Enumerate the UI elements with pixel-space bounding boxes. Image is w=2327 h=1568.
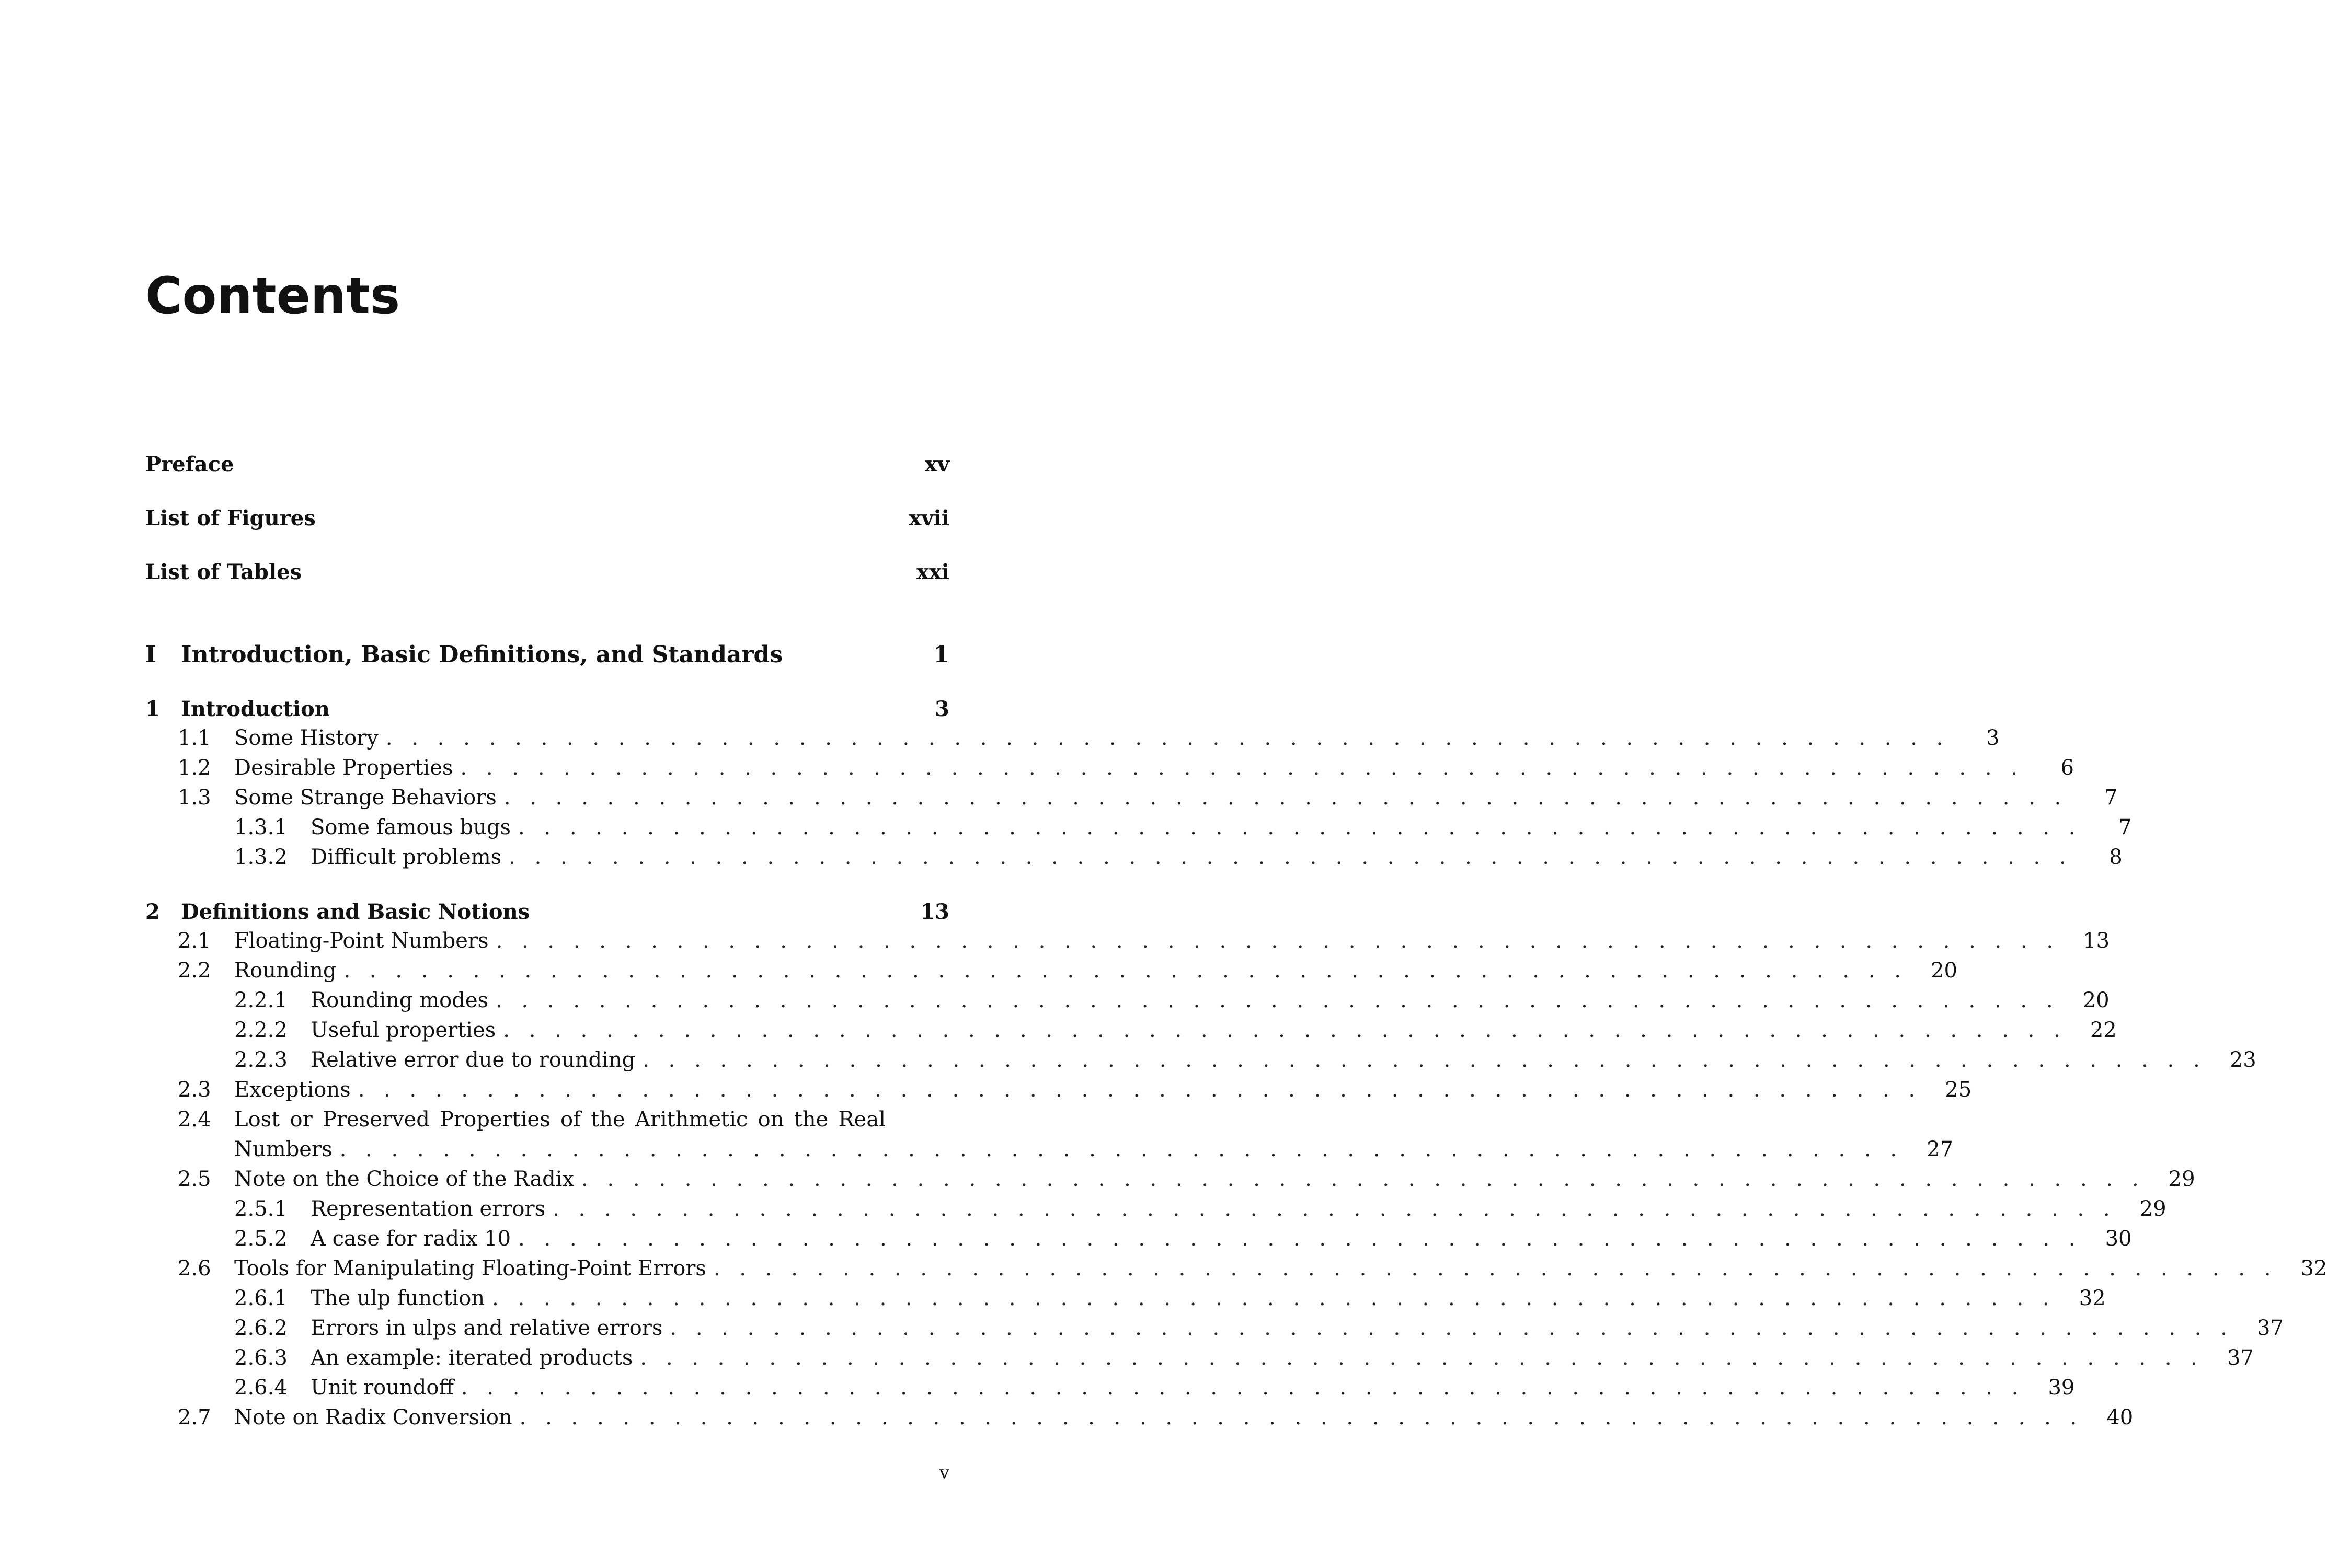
toc-part-1[interactable] [145,639,949,670]
toc-entry-2-2-3[interactable] [234,1045,2256,1075]
entry-number: 2.6 [178,1256,211,1281]
entry-title: Some Strange Behaviors [234,786,497,810]
entry-number: 2.4 [178,1108,211,1132]
dot-leaders: . . . . . . . . . . . . . . . . . . . . . . . . . . . . . . . . . . . . . . . . . . . . . . . . . . . . . . . . . . . . . [358,1078,1922,1102]
dot-leaders: . . . . . . . . . . . . . . . . . . . . . . . . . . . . . . . . . . . . . . . . . . . . . . . . . . . . . . . . . . . . . [553,1197,2116,1221]
entry-number: 2.6.3 [234,1346,288,1370]
entry-number: 2.1 [178,929,211,953]
entry-number: 2.2.2 [234,1018,288,1042]
entry-title-line2: Numbers [234,1137,333,1161]
page-number: v [939,1462,949,1483]
toc-page: xxi [916,559,949,584]
entry-number: 2.2.1 [234,988,288,1012]
dot-leaders: . . . . . . . . . . . . . . . . . . . . . . . . . . . . . . . . . . . . . . . . . . . . . . . . . . . . . . . . . . . . . [339,1137,1904,1161]
toc-entry-2-6-4[interactable] [234,1373,2075,1403]
dot-leaders: . . . . . . . . . . . . . . . . . . . . . . . . . . . . . . . . . . . . . . . . . . . . . . . . . . . . . . . . . . . . . [713,1256,2277,1281]
toc-entry-2-6-3[interactable] [234,1343,2254,1373]
toc-entry-2-3[interactable] [178,1075,1972,1105]
dot-leaders: . . . . . . . . . . . . . . . . . . . . . . . . . . . . . . . . . . . . . . . . . . . . . . . . . . . . . . . . . . . . . [640,1346,2204,1370]
entry-page: 6 [2060,756,2074,780]
dot-leaders: . . . . . . . . . . . . . . . . . . . . . . . . . . . . . . . . . . . . . . . . . . . . . . . . . . . . . . . . . . . . . [496,988,2059,1012]
entry-title: The ulp function [311,1286,485,1310]
entry-page: 37 [2257,1316,2284,1340]
dot-leaders: . . . . . . . . . . . . . . . . . . . . . . . . . . . . . . . . . . . . . . . . . . . . . . . . . . . . . . . . . . . . . [492,1286,2056,1310]
entry-title-line1[interactable]: Lost or Preserved Properties of the Arithmetic on the Real [234,1108,886,1132]
toc-entry-2-5[interactable] [178,1165,2195,1194]
toc-entry-2-6-1[interactable] [234,1284,2106,1313]
entry-number: 2.6.4 [234,1376,288,1400]
entry-page: 22 [2090,1018,2117,1042]
chapter-title: Definitions and Basic Notions [181,899,530,924]
entry-page: 13 [2083,929,2110,953]
toc-entry-2-2-2[interactable] [234,1016,2117,1045]
entry-number: 2.5 [178,1167,211,1191]
toc-label: List of Figures [145,505,316,531]
entry-title: Rounding [234,959,337,983]
entry-number: 2.3 [178,1078,211,1102]
entry-number: 2.6.2 [234,1316,288,1340]
dot-leaders: . . . . . . . . . . . . . . . . . . . . . . . . . . . . . . . . . . . . . . . . . . . . . . . . . . . . . . . . . . . . . [461,1376,2025,1400]
page-title: Contents [145,267,400,325]
chapter-number: 2 [145,899,160,924]
entry-page: 20 [1931,959,1957,983]
toc-front-list-of-tables[interactable] [145,556,949,587]
toc-entry-2-2[interactable] [178,956,1957,986]
entry-title: A case for radix 10 [311,1227,511,1251]
toc-entry-2-1[interactable] [178,926,2110,956]
entry-number: 2.5.2 [234,1227,288,1251]
entry-page: 37 [2227,1346,2254,1370]
dot-leaders: . . . . . . . . . . . . . . . . . . . . . . . . . . . . . . . . . . . . . . . . . . . . . . . . . . . . . . . . . . . . . [503,1018,2067,1042]
toc-entry-2-2-1[interactable] [234,986,2110,1016]
entry-number: 1.1 [178,726,211,750]
entry-number: 2.5.1 [234,1197,288,1221]
entry-title: Some famous bugs [311,815,511,839]
part-page: 1 [933,641,949,668]
chapter-title: Introduction [181,696,330,721]
entry-title: Unit roundoff [311,1376,454,1400]
part-title: Introduction, Basic Definitions, and Standards [181,641,783,668]
dot-leaders: . . . . . . . . . . . . . . . . . . . . . . . . . . . . . . . . . . . . . . . . . . . . . . . . . . . . . . . . . . . . . [343,959,1907,983]
entry-page: 8 [2109,845,2123,869]
dot-leaders: . . . . . . . . . . . . . . . . . . . . . . . . . . . . . . . . . . . . . . . . . . . . . . . . . . . . . . . . . . . . . [496,929,2060,953]
part-number: I [145,641,156,668]
entry-title: Note on the Choice of the Radix [234,1167,575,1191]
dot-leaders: . . . . . . . . . . . . . . . . . . . . . . . . . . . . . . . . . . . . . . . . . . . . . . . . . . . . . . . . . . . . . [518,815,2082,839]
entry-title: Errors in ulps and relative errors [311,1316,663,1340]
entry-number: 1.2 [178,756,211,780]
entry-title: Some History [234,726,379,750]
entry-title: An example: iterated products [311,1346,633,1370]
entry-number: 2.2.3 [234,1048,288,1072]
entry-page: 27 [1927,1137,1954,1161]
entry-page: 32 [2300,1256,2327,1281]
toc-label: List of Tables [145,559,302,584]
dot-leaders: . . . . . . . . . . . . . . . . . . . . . . . . . . . . . . . . . . . . . . . . . . . . . . . . . . . . . . . . . . . . . [643,1048,2206,1072]
entry-page: 29 [2139,1197,2166,1221]
entry-page: 23 [2229,1048,2256,1072]
toc-entry-1-2[interactable] [178,753,2074,783]
entry-title: Desirable Properties [234,756,453,780]
toc-page: xvii [909,505,949,531]
toc-chapter-2[interactable] [145,897,949,926]
toc-entry-2-5-2[interactable] [234,1224,2132,1254]
entry-page: 20 [2082,988,2110,1012]
dot-leaders: . . . . . . . . . . . . . . . . . . . . . . . . . . . . . . . . . . . . . . . . . . . . . . . . . . . . . . . . . . . . . [509,845,2072,869]
toc-entry-1-3-2[interactable] [234,843,2123,872]
toc-chapter-1[interactable] [145,694,949,723]
entry-page: 3 [1986,726,2000,750]
toc-label: Preface [145,452,234,477]
entry-title: Useful properties [311,1018,496,1042]
entry-page: 30 [2105,1227,2132,1251]
chapter-page: 13 [920,899,949,924]
entry-number: 2.7 [178,1405,211,1429]
toc-entry-2-6-2[interactable] [234,1313,2284,1343]
entry-page: 25 [1945,1078,1972,1102]
toc-entry-2-6[interactable] [178,1254,2327,1284]
dot-leaders: . . . . . . . . . . . . . . . . . . . . . . . . . . . . . . . . . . . . . . . . . . . . . . . . . . . . . . . . . . . . . [518,1227,2082,1251]
toc-entry-2-5-1[interactable] [234,1194,2166,1224]
entry-page: 39 [2048,1376,2075,1400]
entry-page: 40 [2106,1405,2134,1429]
toc-page: xv [924,452,949,477]
entry-title: Rounding modes [311,988,489,1012]
toc-entry-2-7[interactable] [178,1403,2134,1433]
entry-number: 1.3.2 [234,845,288,869]
toc-entry-2-4-cont[interactable] [234,1135,1954,1165]
entry-title: Representation errors [311,1197,546,1221]
dot-leaders: . . . . . . . . . . . . . . . . . . . . . . . . . . . . . . . . . . . . . . . . . . . . . . . . . . . . . . . . . . . . . [503,786,2068,810]
entry-title: Difficult problems [311,845,502,869]
entry-number: 2.6.1 [234,1286,288,1310]
toc-entry-1-1[interactable] [178,723,2000,753]
entry-page: 7 [2104,786,2118,810]
entry-number: 1.3.1 [234,815,288,839]
dot-leaders: . . . . . . . . . . . . . . . . . . . . . . . . . . . . . . . . . . . . . . . . . . . . . . . . . . . . . . . . . . . . . [670,1316,2233,1340]
toc-front-preface[interactable] [145,448,949,480]
dot-leaders: . . . . . . . . . . . . . . . . . . . . . . . . . . . . . . . . . . . . . . . . . . . . . . . . . . . . . . . . . . . . . [385,726,1950,750]
chapter-page: 3 [935,696,949,721]
toc-front-list-of-figures[interactable] [145,502,949,534]
entry-page: 7 [2118,815,2132,839]
entry-title: Note on Radix Conversion [234,1405,512,1429]
chapter-number: 1 [145,696,160,721]
entry-title: Floating-Point Numbers [234,929,489,953]
toc-entry-1-3[interactable] [178,783,2118,813]
dot-leaders: . . . . . . . . . . . . . . . . . . . . . . . . . . . . . . . . . . . . . . . . . . . . . . . . . . . . . . . . . . . . . [460,756,2024,780]
dot-leaders: . . . . . . . . . . . . . . . . . . . . . . . . . . . . . . . . . . . . . . . . . . . . . . . . . . . . . . . . . . . . . [581,1167,2145,1191]
entry-number: 2.2 [178,959,211,983]
entry-page: 29 [2168,1167,2195,1191]
dot-leaders: . . . . . . . . . . . . . . . . . . . . . . . . . . . . . . . . . . . . . . . . . . . . . . . . . . . . . . . . . . . . . [519,1405,2083,1429]
entry-page: 32 [2079,1286,2106,1310]
entry-title: Tools for Manipulating Floating-Point Errors [234,1256,706,1281]
toc-entry-1-3-1[interactable] [234,813,2132,843]
entry-number: 1.3 [178,786,211,810]
entry-title: Relative error due to rounding [311,1048,636,1072]
entry-title: Exceptions [234,1078,351,1102]
